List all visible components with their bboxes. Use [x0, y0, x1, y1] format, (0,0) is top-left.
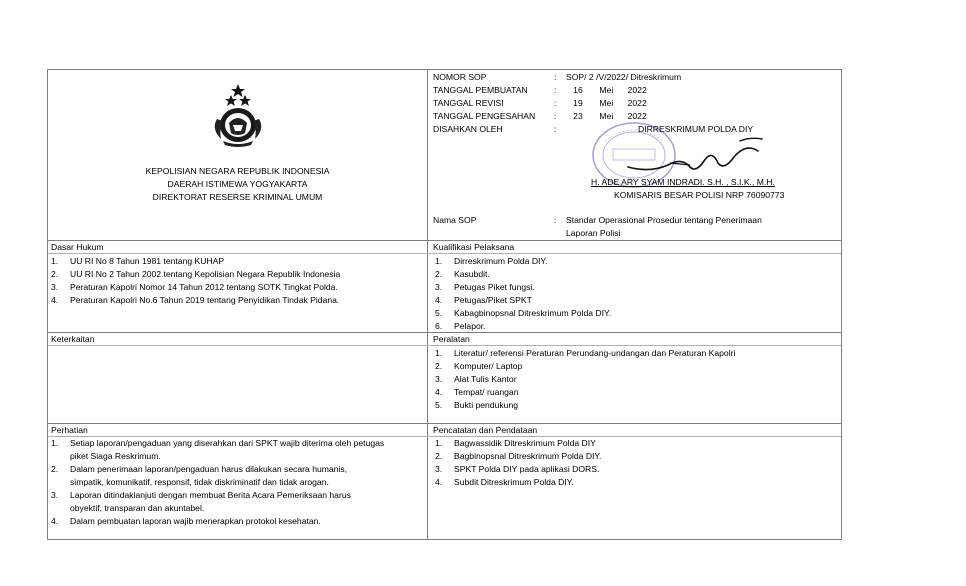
meta-sep: : — [554, 72, 557, 82]
list-number: 2. — [435, 269, 443, 279]
list-item: Peraturan Kapolri No.6 Tahun 2019 tentang Penyidikan Tindak Pidana. — [70, 295, 340, 305]
meta-sep: : — [554, 124, 557, 134]
list-number: 4. — [435, 295, 443, 305]
list-number: 1. — [435, 348, 443, 358]
list-number: 1. — [51, 256, 59, 266]
list-item: Peraturan Kapolri Nomor 14 Tahun 2012 tentang SOTK Tingkat Polda. — [70, 282, 338, 292]
meta-value-pengesahan: 23 Mei 2022 — [566, 111, 647, 121]
meta-label-revisi: TANGGAL REVISI — [433, 98, 504, 108]
list-number: 4. — [51, 516, 59, 526]
list-number: 3. — [435, 282, 443, 292]
sop-name-line1: Standar Operasional Prosedur tentang Penerimaan — [566, 215, 762, 225]
list-item: Bukti pendukung — [454, 400, 519, 410]
org-region: DAERAH ISTIMEWA YOGYAKARTA — [167, 179, 308, 189]
list-number: 4. — [435, 477, 443, 487]
list-item: Tempat/ ruangan — [454, 387, 519, 397]
list-item: Petugas/Piket SPKT — [454, 295, 532, 305]
list-number: 2. — [435, 361, 443, 371]
meta-sep: : — [554, 85, 557, 95]
list-number: 3. — [435, 374, 443, 384]
signer-name: H. ADE ARY SYAM INDRADI. S.H. , S.I.K., M.H. — [591, 177, 775, 187]
column-divider — [427, 70, 428, 539]
list-item: Pelapor. — [454, 321, 486, 331]
list-number: 6. — [435, 321, 443, 331]
list-item: UU RI No 2 Tahun 2002 tentang Kepolisian Negara Republik Indonesia — [70, 269, 341, 279]
list-item: Alat Tulis Kantor — [454, 374, 517, 384]
list-item: Komputer/ Laptop — [454, 361, 523, 371]
meta-sep: : — [554, 111, 557, 121]
list-number: 4. — [51, 295, 59, 305]
list-number: 2. — [51, 464, 59, 474]
sop-name-label: Nama SOP — [433, 215, 477, 225]
meta-label-disahkan: DISAHKAN OLEH — [433, 124, 503, 134]
meta-label-nomor: NOMOR SOP — [433, 72, 487, 82]
list-item-continued: piket Siaga Reskrimum. — [70, 451, 161, 461]
list-item: Kabagbinopsnal Ditreskrimum Polda DIY. — [454, 308, 611, 318]
meta-value-pembuatan: 16 Mei 2022 — [566, 85, 647, 95]
police-emblem-logo — [205, 83, 271, 147]
list-item: Bagwassidik Ditreskrimum Polda DIY — [454, 438, 596, 448]
keterkaitan-heading: Keterkaitan — [51, 334, 95, 344]
list-item: Laporan ditindaklanjuti dengan membuat Berita Acara Pemeriksaan harus — [70, 490, 351, 500]
meta-value-revisi: 19 Mei 2022 — [566, 98, 647, 108]
signer-title: DIRRESKRIMUM POLDA DIY — [638, 124, 754, 134]
meta-label-pembuatan: TANGGAL PEMBUATAN — [433, 85, 528, 95]
org-directorate: DIREKTORAT RESERSE KRIMINAL UMUM — [152, 192, 323, 202]
list-item: Dirreskrimum Polda DIY. — [454, 256, 548, 266]
list-item: Bagbinopsnal Ditreskrimum Polda DIY. — [454, 451, 602, 461]
sop-name-line2: Laporan Polisi — [566, 228, 621, 238]
kualifikasi-heading: Kualifikasi Pelaksana — [433, 242, 515, 252]
list-item: Subdit Ditreskrimum Polda DIY. — [454, 477, 574, 487]
list-item-continued: obyektif, transparan dan akuntabel. — [70, 503, 205, 513]
list-number: 1. — [435, 438, 443, 448]
peralatan-heading: Peralatan — [433, 334, 470, 344]
meta-value-nomor: SOP/ 2 /V/2022/ Ditreskrimum — [566, 72, 682, 82]
list-number: 2. — [435, 451, 443, 461]
list-item: SPKT Polda DIY pada aplikasi DORS. — [454, 464, 600, 474]
list-number: 1. — [435, 256, 443, 266]
list-item: Dalam pembuatan laporan wajib menerapkan protokol kesehatan. — [70, 516, 321, 526]
list-number: 3. — [51, 282, 59, 292]
list-number: 3. — [51, 490, 59, 500]
list-item: Setiap laporan/pengaduan yang diserahkan dari SPKT wajib diterima oleh petugas — [70, 438, 385, 448]
dasar-hukum-heading: Dasar Hukum — [51, 242, 104, 252]
pencatatan-heading: Pencatatan dan Pendataan — [433, 425, 538, 435]
list-item: Petugas Piket fungsi. — [454, 282, 535, 292]
list-number: 3. — [435, 464, 443, 474]
meta-sep: : — [554, 215, 557, 225]
signer-rank: KOMISARIS BESAR POLISI NRP 76090773 — [614, 190, 785, 200]
list-number: 1. — [51, 438, 59, 448]
perhatian-heading: Perhatian — [51, 425, 88, 435]
list-number: 4. — [435, 387, 443, 397]
org-name: KEPOLISIAN NEGARA REPUBLIK INDONESIA — [145, 166, 330, 176]
list-item-continued: simpatik, komunikatif, responsif, tidak diskriminatif dan tidak arogan. — [70, 477, 329, 487]
sop-document — [47, 69, 842, 540]
list-item: Kasubdit. — [454, 269, 490, 279]
list-item: Dalam penerimaan laporan/pengaduan harus dilakukan secara humanis, — [70, 464, 348, 474]
handwritten-signature — [620, 137, 780, 177]
list-number: 2. — [51, 269, 59, 279]
meta-sep: : — [554, 98, 557, 108]
list-number: 5. — [435, 400, 443, 410]
list-number: 5. — [435, 308, 443, 318]
list-item: Literatur/ referensi Peraturan Perundang-undangan dan Peraturan Kapolri — [454, 348, 736, 358]
list-item: UU RI No 8 Tahun 1981 tentang KUHAP — [70, 256, 225, 266]
meta-label-pengesahan: TANGGAL PENGESAHAN — [433, 111, 536, 121]
